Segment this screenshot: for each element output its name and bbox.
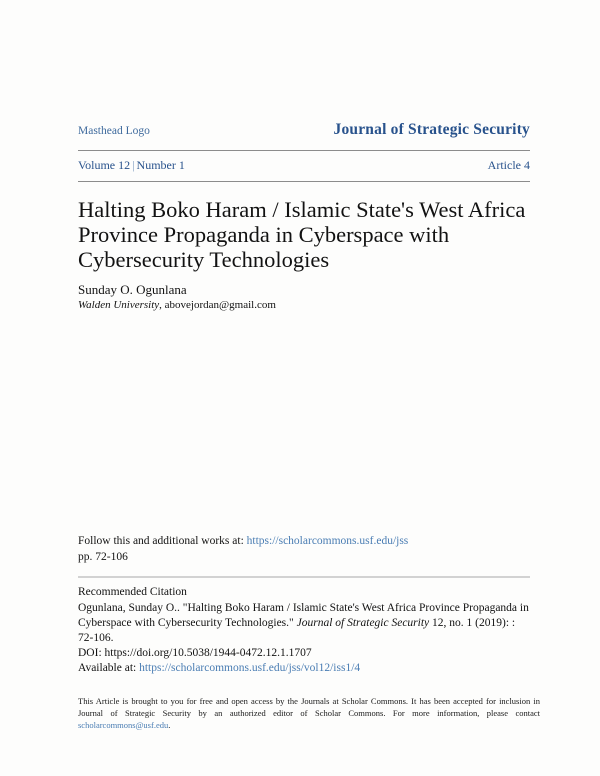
author-name: Sunday O. Ogunlana — [78, 282, 187, 297]
article-number: Article 4 — [487, 158, 530, 172]
footer-text: This Article is brought to you for free and open access by the Journals at Scholar Commons. It has been accepted for inclusion in Journal of Strategic Security by an authorized editor of Scholar Commons. For more information, please contact — [78, 696, 540, 718]
follow-works-text: Follow this and additional works at: — [78, 535, 247, 547]
affiliation-email: , abovejordan@gmail.com — [159, 299, 276, 311]
available-at-link[interactable]: https://scholarcommons.usf.edu/jss/vol12/iss1/4 — [139, 662, 361, 674]
available-at-label: Available at: — [78, 662, 140, 674]
volume-number — [78, 158, 185, 173]
header-divider-bottom — [78, 181, 530, 182]
follow-works-link[interactable]: https://scholarcommons.usf.edu/jss — [246, 535, 409, 547]
citation-divider — [78, 576, 530, 578]
doi-line: DOI: https://doi.org/10.5038/1944-0472.12.1.1707 — [78, 647, 312, 659]
footer-suffix: . — [168, 720, 171, 730]
recommended-citation-heading: Recommended Citation — [78, 586, 187, 598]
volume-separator: | — [132, 158, 135, 172]
citation-body — [78, 601, 530, 676]
masthead-logo: Masthead Logo — [78, 125, 150, 137]
page-range: pp. 72-106 — [78, 551, 128, 563]
citation-text — [78, 601, 530, 646]
volume-article-row — [78, 158, 530, 173]
header-divider-top — [78, 150, 530, 151]
masthead-row — [78, 121, 530, 139]
volume-label: Volume 12 — [78, 158, 131, 172]
affiliation-institution: Walden University — [78, 299, 160, 311]
follow-works-line — [78, 535, 530, 547]
citation-part1: Ogunlana, Sunday O.. "Halting Boko Haram / Islamic State's West Africa Province Propaganda in Cyberspace with Cybersecurity Technologies." — [78, 602, 529, 629]
article-title: Halting Boko Haram / Islamic State's West Africa Province Propaganda in Cyberspace with Cybersecurity Technologies — [78, 197, 526, 272]
citation-journal-name: Journal of Strategic Security — [296, 617, 430, 629]
number-label: Number 1 — [136, 158, 185, 172]
footer-note — [78, 695, 540, 731]
journal-title: Journal of Strategic Security — [333, 121, 530, 138]
citation-part2: 12, no. 1 (2019): : 72-106. — [78, 617, 516, 644]
footer-email-link[interactable]: scholarcommons@usf.edu — [78, 720, 169, 730]
author-affiliation — [78, 299, 530, 311]
available-at-line — [78, 661, 530, 676]
